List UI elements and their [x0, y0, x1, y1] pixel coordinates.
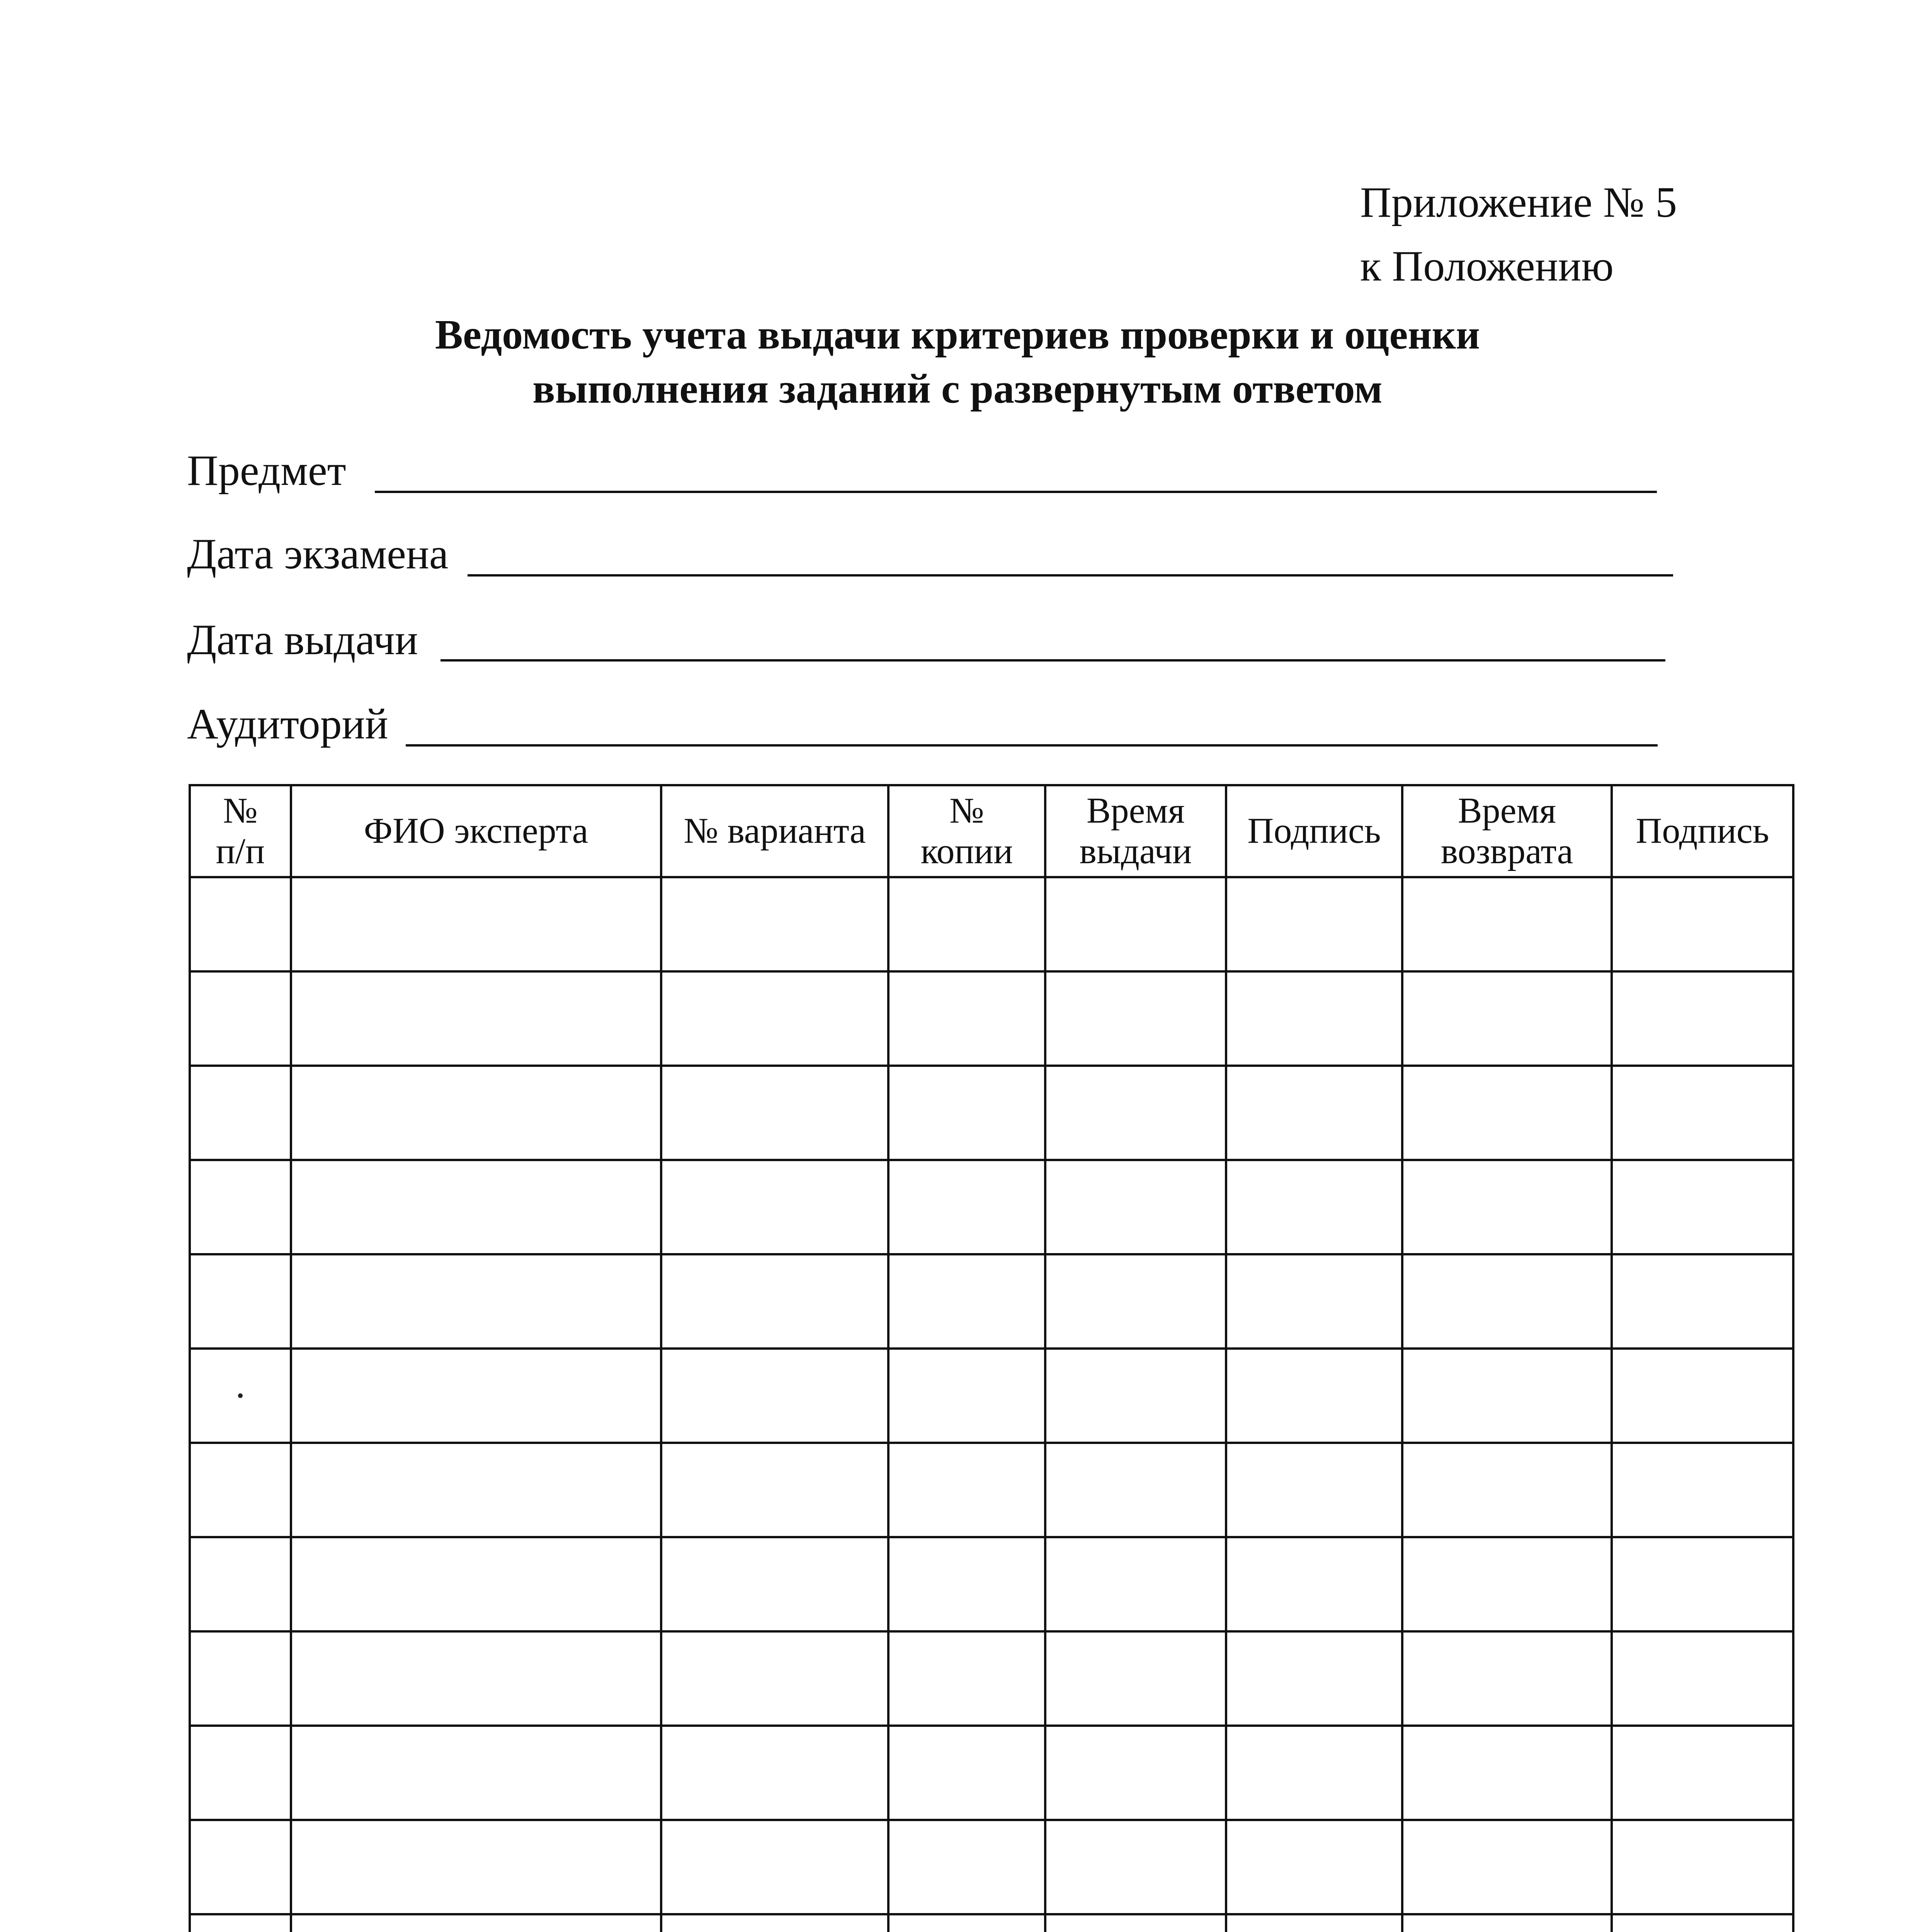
- table-cell[interactable]: [1045, 1349, 1226, 1443]
- table-cell[interactable]: [1612, 1914, 1793, 1932]
- table-cell[interactable]: [1226, 1160, 1402, 1254]
- table-cell[interactable]: [190, 1349, 291, 1443]
- table-cell[interactable]: [888, 1726, 1045, 1820]
- table-cell[interactable]: [888, 1820, 1045, 1914]
- table-cell[interactable]: [888, 1537, 1045, 1631]
- table-cell[interactable]: [661, 1066, 888, 1160]
- table-cell[interactable]: [190, 1254, 291, 1349]
- table-cell[interactable]: [1045, 1820, 1226, 1914]
- exam-date-field[interactable]: [468, 574, 1673, 577]
- table-cell[interactable]: [1045, 1914, 1226, 1932]
- table-cell[interactable]: [291, 877, 661, 971]
- table-cell[interactable]: [190, 1066, 291, 1160]
- table-cell[interactable]: [1402, 1537, 1612, 1631]
- table-cell[interactable]: [1402, 971, 1612, 1066]
- table-row: [190, 1349, 1793, 1443]
- table-cell[interactable]: [661, 1631, 888, 1726]
- table-cell[interactable]: [888, 1443, 1045, 1537]
- table-cell[interactable]: [1045, 971, 1226, 1066]
- appendix-reference: к Положению: [1360, 242, 1614, 290]
- col-header-signature: Подпись: [1226, 785, 1402, 877]
- col-header-copy: № копии: [888, 785, 1045, 877]
- table-cell[interactable]: [1402, 1066, 1612, 1160]
- table-cell[interactable]: [291, 1726, 661, 1820]
- classrooms-label: Аудиторий: [187, 700, 388, 748]
- table-cell[interactable]: [1226, 1066, 1402, 1160]
- col-header-issue-time: Время выдачи: [1045, 785, 1226, 877]
- scan-speck: [238, 1393, 243, 1398]
- exam-date-label: Дата экзамена: [187, 530, 449, 578]
- table-cell[interactable]: [1226, 1537, 1402, 1631]
- table-cell[interactable]: [1612, 971, 1793, 1066]
- table-cell[interactable]: [1045, 1537, 1226, 1631]
- table-cell[interactable]: [888, 1631, 1045, 1726]
- table-cell[interactable]: [888, 1349, 1045, 1443]
- table-cell[interactable]: [1402, 1254, 1612, 1349]
- table-cell[interactable]: [291, 1537, 661, 1631]
- table-cell[interactable]: [1402, 1443, 1612, 1537]
- table-cell[interactable]: [661, 1820, 888, 1914]
- table-cell[interactable]: [888, 1254, 1045, 1349]
- table-cell[interactable]: [1402, 877, 1612, 971]
- classrooms-field[interactable]: [406, 744, 1658, 747]
- table-cell[interactable]: [888, 877, 1045, 971]
- appendix-number: Приложение № 5: [1360, 179, 1677, 226]
- table-cell[interactable]: [1612, 1160, 1793, 1254]
- table-cell[interactable]: [190, 1160, 291, 1254]
- table-cell[interactable]: [1226, 1443, 1402, 1537]
- document-title-line1: Ведомость учета выдачи критериев проверки и оценки: [435, 312, 1480, 358]
- table-cell[interactable]: [1402, 1631, 1612, 1726]
- table-cell[interactable]: [1045, 1631, 1226, 1726]
- table-cell[interactable]: [190, 1820, 291, 1914]
- table-cell[interactable]: [1045, 1443, 1226, 1537]
- table-cell[interactable]: [1612, 1349, 1793, 1443]
- table-cell[interactable]: [190, 1631, 291, 1726]
- table-cell[interactable]: [1612, 1254, 1793, 1349]
- table-cell[interactable]: [291, 971, 661, 1066]
- table-cell[interactable]: [661, 1160, 888, 1254]
- table-cell[interactable]: [1226, 1726, 1402, 1820]
- table-row: [190, 971, 1793, 1066]
- table-cell[interactable]: [1612, 1726, 1793, 1820]
- col-header-signature-return: Подпись: [1612, 785, 1793, 877]
- issue-register-table: [189, 784, 1794, 1932]
- table-cell[interactable]: [661, 1443, 888, 1537]
- table-header-row: [190, 785, 1793, 877]
- table-cell[interactable]: [291, 1443, 661, 1537]
- table-cell[interactable]: [291, 1066, 661, 1160]
- table-cell[interactable]: [888, 1914, 1045, 1932]
- table-cell[interactable]: [1402, 1820, 1612, 1914]
- table-cell[interactable]: [1045, 1254, 1226, 1349]
- table-row: [190, 1066, 1793, 1160]
- table-cell[interactable]: [291, 1631, 661, 1726]
- table-cell[interactable]: [888, 1160, 1045, 1254]
- table-cell[interactable]: [1612, 1066, 1793, 1160]
- table-cell[interactable]: [1612, 1820, 1793, 1914]
- table-cell[interactable]: [291, 1349, 661, 1443]
- table-cell[interactable]: [1612, 1631, 1793, 1726]
- table-cell[interactable]: [661, 877, 888, 971]
- table-cell[interactable]: [1226, 1820, 1402, 1914]
- table-cell[interactable]: [888, 1066, 1045, 1160]
- subject-field[interactable]: [375, 491, 1657, 493]
- table-cell[interactable]: [888, 971, 1045, 1066]
- table-cell[interactable]: [661, 1349, 888, 1443]
- table-cell[interactable]: [190, 971, 291, 1066]
- subject-label: Предмет: [187, 447, 346, 495]
- table-cell[interactable]: [190, 1443, 291, 1537]
- table-row: [190, 1726, 1793, 1820]
- table-cell[interactable]: [661, 1914, 888, 1932]
- table-cell[interactable]: [1402, 1726, 1612, 1820]
- table-cell[interactable]: [1612, 1537, 1793, 1631]
- table-cell[interactable]: [1402, 1914, 1612, 1932]
- table-body: [190, 877, 1793, 1932]
- col-header-return-time: Время возврата: [1402, 785, 1612, 877]
- table-row: [190, 1914, 1793, 1932]
- table-row: [190, 877, 1793, 971]
- col-header-number: № п/п: [190, 785, 291, 877]
- table-cell[interactable]: [291, 1820, 661, 1914]
- table-cell[interactable]: [1402, 1160, 1612, 1254]
- table-cell[interactable]: [1226, 1349, 1402, 1443]
- table-row: [190, 1254, 1793, 1349]
- table-row: [190, 1820, 1793, 1914]
- col-header-expert: ФИО эксперта: [291, 785, 661, 877]
- table-cell[interactable]: [190, 877, 291, 971]
- table-cell[interactable]: [190, 1537, 291, 1631]
- table-cell[interactable]: [190, 1726, 291, 1820]
- table-cell[interactable]: [661, 1537, 888, 1631]
- table-cell[interactable]: [1226, 971, 1402, 1066]
- table-cell[interactable]: [1226, 1914, 1402, 1932]
- table-cell[interactable]: [1226, 877, 1402, 971]
- table-cell[interactable]: [1402, 1349, 1612, 1443]
- table-cell[interactable]: [661, 1254, 888, 1349]
- table-cell[interactable]: [190, 1914, 291, 1932]
- table-cell[interactable]: [1045, 1160, 1226, 1254]
- issue-date-field[interactable]: [440, 659, 1665, 662]
- table-cell[interactable]: [291, 1914, 661, 1932]
- issue-date-label: Дата выдачи: [187, 616, 418, 664]
- table-cell[interactable]: [661, 971, 888, 1066]
- table-cell[interactable]: [661, 1726, 888, 1820]
- table-cell[interactable]: [1226, 1254, 1402, 1349]
- table-cell[interactable]: [1045, 877, 1226, 971]
- table-cell[interactable]: [1612, 877, 1793, 971]
- table-cell[interactable]: [1045, 1726, 1226, 1820]
- table-cell[interactable]: [1226, 1631, 1402, 1726]
- table-cell[interactable]: [291, 1160, 661, 1254]
- table-row: [190, 1631, 1793, 1726]
- col-header-variant: № варианта: [661, 785, 888, 877]
- table-cell[interactable]: [291, 1254, 661, 1349]
- table-row: [190, 1160, 1793, 1254]
- table-cell[interactable]: [1612, 1443, 1793, 1537]
- table-row: [190, 1537, 1793, 1631]
- table-row: [190, 1443, 1793, 1537]
- table-cell[interactable]: [1045, 1066, 1226, 1160]
- document-title-line2: выполнения заданий с развернутым ответом: [532, 366, 1383, 412]
